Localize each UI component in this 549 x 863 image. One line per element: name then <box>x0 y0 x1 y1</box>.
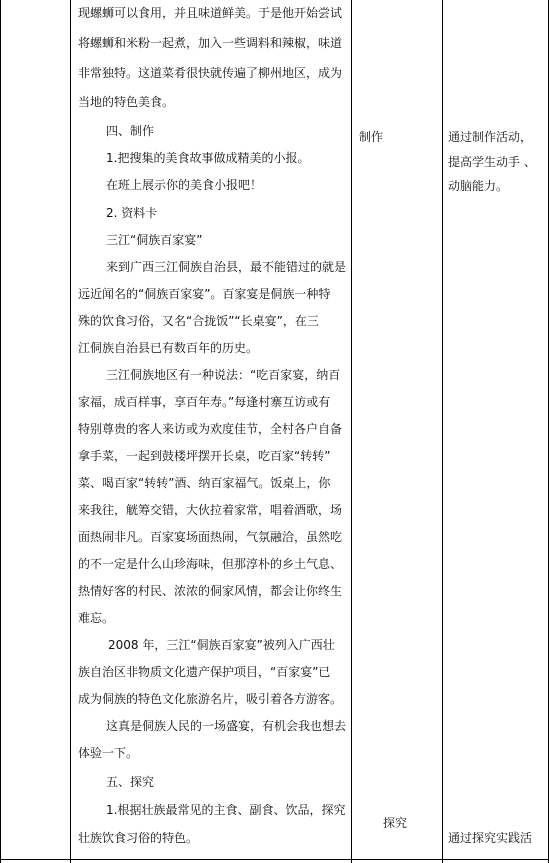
activity-explore: 探究 <box>383 816 408 830</box>
content-line: 家福，成百样事，享百年寿。”每逢村寨互访或有 <box>78 395 331 409</box>
goal-make-line: 提高学生动手 、 <box>448 155 536 169</box>
resource-card-title: 三江“侗族百家宴” <box>106 233 203 247</box>
content-line: 来到广西三江侗族自治县，最不能错过的就是 <box>106 260 347 274</box>
content-line: 族自治区非物质文化遗产保护项目，“百家宴”已 <box>78 665 331 679</box>
content-line: 1.把搜集的美食故事做成精美的小报。 <box>106 151 310 165</box>
section-heading-explore: 五、探究 <box>106 775 155 789</box>
content-line: 江侗族自治县已有数百年的历史。 <box>78 341 259 355</box>
content-line: 将螺蛳和米粉一起煮，加入一些调料和辣椒，味道 <box>78 36 343 50</box>
content-line: 这真是侗族人民的一场盛宴，有机会我也想去 <box>106 719 347 733</box>
content-line: 来我往，觥筹交错，大伙拉着家常，唱着酒歌，场 <box>78 503 343 517</box>
content-line: 2. 资料卡 <box>106 206 158 220</box>
table-border-bottom <box>0 859 549 860</box>
content-line: 殊的饮食习俗，又名“合拢饭”“长桌宴”，在三 <box>78 314 319 328</box>
goal-explore: 通过探究实践活 <box>448 831 533 845</box>
content-line: 在班上展示你的美食小报吧！ <box>106 178 263 192</box>
content-line: 成为侗族的特色文化旅游名片，吸引着各方游客。 <box>78 692 343 706</box>
content-line: 壮族饮食习俗的特色。 <box>78 831 199 845</box>
content-line: 拿手菜，一起到鼓楼坪摆开长桌，吃百家“转转” <box>78 449 331 463</box>
content-line: 远近闻名的“侗族百家宴”。百家宴是侗族一种特 <box>78 287 331 301</box>
content-line: 当地的特色美食。 <box>78 95 175 109</box>
column-divider-1 <box>70 0 71 863</box>
content-line: 体验一下。 <box>78 746 139 760</box>
table-border-left <box>0 0 1 863</box>
content-line: 难忘。 <box>78 611 115 625</box>
content-cell <box>78 0 348 859</box>
content-line: 热情好客的村民、浓浓的侗家风情，都会让你终生 <box>78 584 343 598</box>
content-line: 三江侗族地区有一种说法：“吃百家宴，纳百 <box>106 368 341 382</box>
column-divider-2 <box>351 0 352 863</box>
content-line: 特别尊贵的客人来访或为欢度佳节，全村各户自备 <box>78 422 343 436</box>
content-line: 菜、喝百家“转转”酒、纳百家福气。饭桌上，你 <box>78 476 331 490</box>
goal-make-line: 动脑能力。 <box>448 179 509 193</box>
content-line: 2008 年，三江“侗族百家宴”被列入广西壮 <box>108 638 335 652</box>
content-line: 面热闹非凡。百家宴场面热闹，气氛融洽，虽然吃 <box>78 530 343 544</box>
section-heading-make: 四、制作 <box>106 124 155 138</box>
content-line: 非常独特。这道菜肴很快就传遍了柳州地区，成为 <box>78 66 343 80</box>
content-line: 现螺蛳可以食用，并且味道鲜美。于是他开始尝试 <box>78 6 343 20</box>
column-divider-3 <box>442 0 443 863</box>
activity-make: 制作 <box>359 130 384 144</box>
content-line: 的不一定是什么山珍海味，但那淳朴的乡土气息、 <box>78 557 343 571</box>
content-line: 1.根据壮族最常见的主食、副食、饮品，探究 <box>106 803 346 817</box>
goal-make-line: 通过制作活动， <box>448 130 533 144</box>
